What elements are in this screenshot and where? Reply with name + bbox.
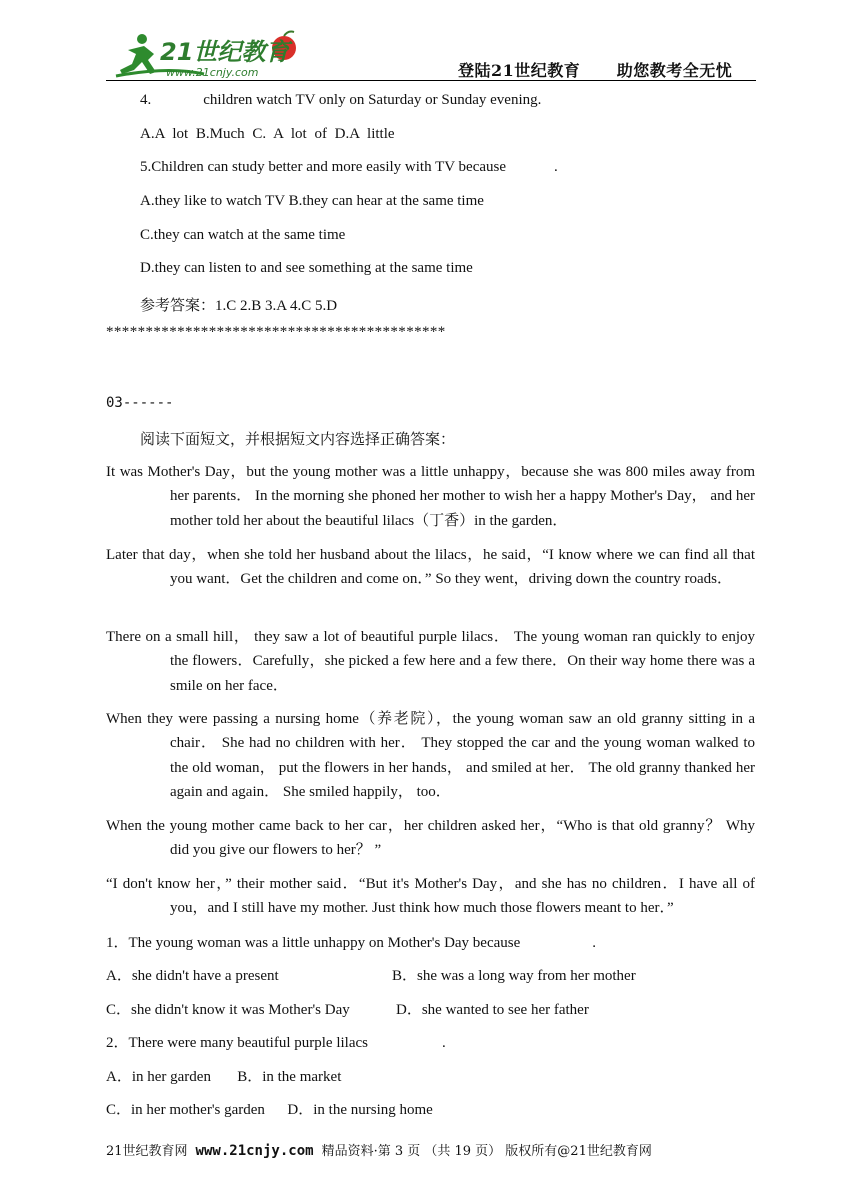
site-logo [108, 30, 308, 82]
question-5-option-d: D.they can listen to and see something at the same time [140, 260, 473, 276]
question-2-text: 2．There were many beautiful purple lilacs [106, 1035, 368, 1051]
passage-paragraph-3: There on a small hill， they saw a lot of beautiful purple lilacs． The young woman ran quickly to enjoy the flowers．Carefully，she picked a few here and a few there．On their way home there was a smile on her face． [106, 629, 755, 694]
question-2-end: . [441, 1035, 446, 1051]
separator-stars: ******************************************* [106, 324, 446, 340]
question-1-option-c: C．she didn't know it was Mother's Day [106, 1002, 350, 1018]
header-slogan [458, 58, 732, 81]
question-5-text: 5.Children can study better and more easily with TV because [140, 159, 507, 175]
question-5 [140, 159, 558, 176]
question-4-number: 4. [140, 92, 152, 108]
question-1-text: 1．The young woman was a little unhappy on Mother's Day because [106, 935, 521, 951]
slogan-right: 助您教考全无忧 [616, 61, 733, 80]
question-5-option-c: C.they can watch at the same time [140, 227, 346, 243]
passage-paragraph-5: When the young mother came back to her car，her children asked her，“Who is that old granny？ Why did you give our flowers to her？ ” [106, 818, 755, 859]
svg-text:21世纪教育: 21世纪教育 [160, 38, 290, 66]
footer-site-link[interactable]: www.21cnjy.com [195, 1143, 314, 1159]
question-2-options-ab: A．in her garden B．in the market [106, 1069, 342, 1085]
question-1-option-d: D．she wanted to see her father [396, 1002, 589, 1018]
question-2-options-cd: C．in her mother's garden D．in the nursing home [106, 1102, 433, 1118]
answer-key: 参考答案：1.C 2.B 3.A 4.C 5.D [140, 298, 338, 314]
passage-paragraph-2: Later that day，when she told her husband about the lilacs，he said，“I know where we can find all that you want．Get the children and come on．” So they went，driving down the country roads． [106, 547, 755, 588]
question-2 [106, 1031, 446, 1052]
slogan-left: 登陆21世纪教育 [458, 61, 581, 80]
passage-paragraph-4: When they were passing a nursing home（养老院），the young woman saw an old granny sitting in a chair． She had no children with her． They stopped the car and the young woman walked to the old woman， put the flowers in her hands， and smiled at her． The old granny thanked her again and again． She smiled happily， too． [106, 711, 755, 800]
question-1-option-b: B．she was a long way from her mother [392, 968, 636, 984]
question-4 [140, 92, 541, 109]
svg-text:www.21cnjy.com: www.21cnjy.com [166, 66, 259, 79]
passage-paragraph-1: It was Mother's Day，but the young mother was a little unhappy，because she was 800 miles away from her parents． In the morning she phoned her mother to wish her a happy Mother's Day， and her mother told her about the beautiful lilacs（丁香）in the garden． [106, 464, 755, 529]
section-number: 03------ [106, 395, 174, 411]
question-4-text: children watch TV only on Saturday or Sunday evening. [203, 92, 542, 108]
question-1-option-a: A．she didn't have a present [106, 968, 279, 984]
header-divider [106, 80, 756, 81]
section-instruction: 阅读下面短文，并根据短文内容选择正确答案： [140, 432, 456, 448]
question-1 [106, 931, 596, 952]
question-5-end: . [554, 159, 558, 175]
footer-left: 21世纪教育网 [106, 1144, 188, 1159]
passage-paragraph-6: “I don't know her，” their mother said．“But it's Mother's Day，and she has no children．I have all of you，and I still have my mother. Just think how much those flowers meant to her．” [106, 876, 755, 917]
page-footer [106, 1140, 652, 1159]
footer-right: 精品资料·第 3 页 （共 19 页） 版权所有@21世纪教育网 [321, 1144, 652, 1159]
question-1-end: . [592, 935, 597, 951]
question-5-options-ab: A.they like to watch TV B.they can hear at the same time [140, 193, 484, 209]
question-4-options: A.A lot B.Much C. A lot of D.A little [140, 126, 395, 142]
